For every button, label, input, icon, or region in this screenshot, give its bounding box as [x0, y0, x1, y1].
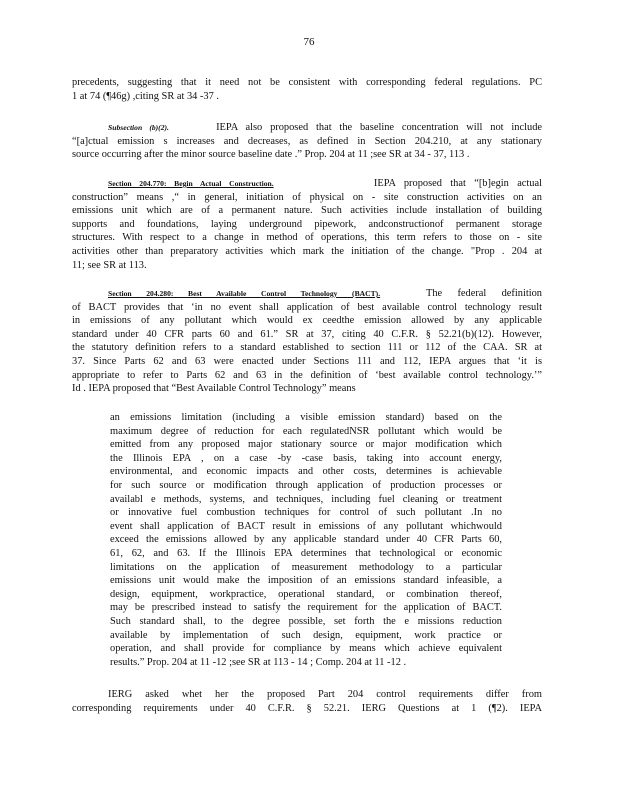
quote-line: operation, and shall provide for compliance by means which achieve equivalent [110, 643, 502, 655]
section-heading: Section 204.770: Begin Actual Construction. [108, 179, 274, 188]
text-run: IEPA also proposed that the baseline concentration will not include [216, 122, 542, 133]
paragraph-section-204-280 [72, 287, 542, 396]
quote-line: Such standard shall, to the degree possible, set forth the e missions reduction [110, 615, 502, 627]
quote-line: maximum degree of reduction for each regulatedNSR pollutant which would be [110, 425, 502, 437]
text-line: structures. With respect to a change in method of operations, this term refers to those on - site [72, 232, 542, 244]
section-heading: Subsection (b)(2). [108, 123, 169, 132]
text-line: IERG asked whet her the proposed Part 204 control requirements differ from [108, 689, 542, 700]
paragraph-subsection-b2 [72, 121, 542, 162]
quote-line: or innovative fuel combustion techniques for control of such pollutant .In no [110, 507, 502, 519]
quote-line: may be prescribed instead to satisfy the requirement for the application of BACT. [110, 602, 502, 614]
quote-line: emitted from any proposed major stationary source or major modification which [110, 439, 502, 451]
text-line: “[a]ctual emission s increases and decreases, as defined in Section 204.210, at any stationary [72, 135, 542, 147]
quote-line: an emissions limitation (including a visible emission standard) based on the [110, 412, 502, 423]
quote-line: exceed the emissions allowed by any applicable standard under 40 CFR Parts 60, [110, 534, 502, 546]
quote-line: availabl e methods, systems, and techniques, including fuel cleaning or treatment [110, 493, 502, 505]
text-line: activities other than preparatory activities which mark the initiation of the change. "Prop . 204 at [72, 245, 542, 257]
paragraph-section-204-770 [72, 177, 542, 272]
quote-line: 61, 62, and 63. If the Illinois EPA determines that technological or economic [110, 547, 502, 559]
section-heading: Section 204.280: Best Available Control Technology (BACT). [108, 289, 381, 298]
text-line: 37. Since Parts 62 and 63 were enacted under Sections 111 and 112, IEPA argues that ‘it is [72, 355, 542, 367]
text-line [72, 287, 542, 301]
text-line: 1 at 74 (¶46g) ,citing SR at 34 -37 . [72, 90, 219, 102]
text-line: Id . IEPA proposed that “Best Available Control Technology” means [72, 383, 356, 395]
text-line: emissions unit which are of a permanent nature. Such activities include installation of building [72, 205, 542, 217]
text-line: construction” means ,“ in general, initiation of physical on - site construction activities on an [72, 191, 542, 203]
text-line: in emissions of any pollutant which would ex ceedthe emission allowed by any applicable [72, 315, 542, 327]
text-run: The federal definition [426, 288, 542, 299]
quote-line: results.” Prop. 204 at 11 -12 ;see SR at 113 - 14 ; Comp. 204 at 11 -12 . [110, 656, 407, 668]
paragraph-precedents [72, 76, 542, 103]
block-quote-bact-definition [110, 411, 502, 669]
text-line: corresponding requirements under 40 C.F.R. § 52.21. IERG Questions at 1 (¶2). IEPA [72, 702, 542, 714]
text-line: appropriate to refer to Parts 62 and 63 in the definition of ‘best available control technology.’” [72, 369, 542, 381]
quote-line: the Illinois EPA , on a case -by -case basis, taking into account energy, [110, 452, 502, 464]
page-number: 76 [303, 36, 315, 48]
text-line: standard under 40 CFR parts 60 and 61.” SR at 37, citing 40 C.F.R. § 52.21(b)(12). However, [72, 328, 542, 340]
quote-line: limitations on the application of measurement methodology to a particular [110, 561, 502, 573]
quote-line: event shall application of BACT result in emissions of any pollutant whichwould [110, 520, 502, 532]
text-line: 11; see SR at 113. [72, 259, 147, 271]
text-line: supports and foundations, laying underground pipework, andconstructionof permanent storage [72, 218, 542, 230]
paragraph-ierg-question [72, 688, 542, 715]
text-run: IEPA proposed that “[b]egin actual [373, 178, 542, 189]
text-line: the statutory definition refers to a standard established to section 111 or 112 of the CAA. SR at [72, 342, 542, 354]
quote-line: available by implementation of such design, equipment, work practice or [110, 629, 502, 641]
text-line [72, 121, 542, 135]
quote-line: emissions unit would make the imposition of an emissions standard infeasible, a [110, 575, 502, 587]
text-line [72, 177, 542, 191]
text-line: precedents, suggesting that it need not be consistent with corresponding federal regulations. PC [72, 77, 542, 88]
text-line: of BACT provides that ‘in no event shall application of best available control technology result [72, 301, 542, 313]
text-line: source occurring after the minor source baseline date .” Prop. 204 at 11 ;see SR at 34 - 37, 113 . [72, 149, 470, 161]
quote-line: for such source or modification through application of production processes or [110, 479, 502, 491]
quote-line: design, equipment, workpractice, operational standard, or combination thereof, [110, 588, 502, 600]
quote-line: environmental, and economic impacts and other costs, determines is achievable [110, 466, 502, 478]
